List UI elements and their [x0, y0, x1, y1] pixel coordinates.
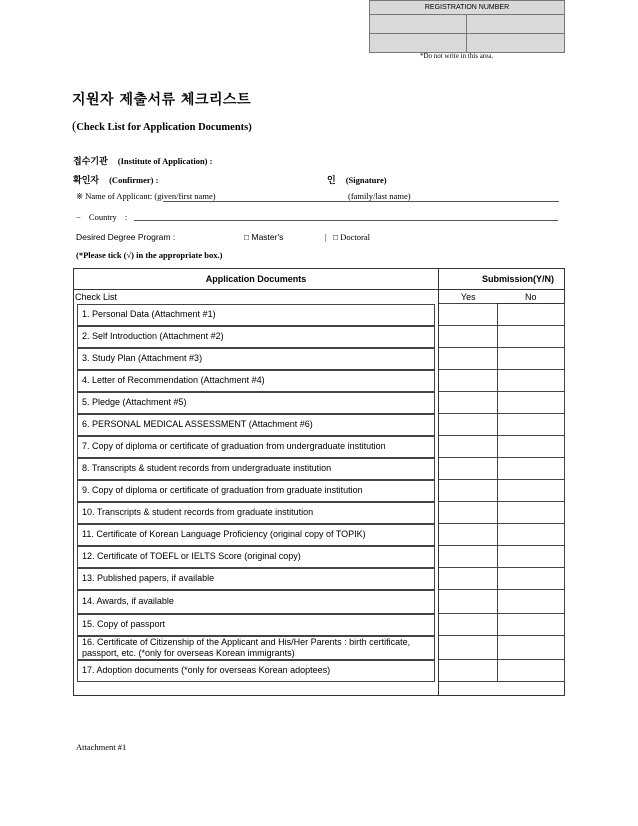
- country-field[interactable]: [134, 220, 558, 221]
- registration-cell: [370, 15, 467, 34]
- reference-mark-icon: ※: [76, 191, 84, 201]
- masters-checkbox[interactable]: □ Master's: [244, 232, 284, 242]
- signature-label-ko: 인: [327, 176, 336, 186]
- yes-label: Yes: [439, 290, 498, 304]
- yes-checkbox-cell[interactable]: [439, 546, 498, 568]
- document-item-cell: [74, 304, 439, 326]
- yes-checkbox-cell[interactable]: [439, 436, 498, 458]
- documents-table: [73, 268, 565, 696]
- yes-checkbox-cell[interactable]: [439, 370, 498, 392]
- confirmer-row: [73, 170, 158, 188]
- document-item-label: 1. Personal Data (Attachment #1): [77, 304, 435, 326]
- country-label: Country: [88, 212, 117, 222]
- table-header-row: [74, 269, 565, 290]
- signature-row: [327, 170, 387, 188]
- registration-cell: [467, 34, 565, 53]
- signature-label-en: (Signature): [345, 175, 387, 185]
- no-checkbox-cell[interactable]: [498, 614, 565, 636]
- document-item-cell: [74, 392, 439, 414]
- country-row: [76, 212, 127, 222]
- table-row: [74, 326, 565, 348]
- table-row: [74, 392, 565, 414]
- no-checkbox-cell[interactable]: [498, 392, 565, 414]
- document-item-label: 8. Transcripts & student records from undergraduate institution: [77, 458, 435, 480]
- institute-label-ko: 접수기관: [73, 157, 108, 167]
- yes-checkbox-cell[interactable]: [439, 348, 498, 370]
- yes-checkbox-cell[interactable]: [439, 660, 498, 682]
- table-bottom-padding: [74, 682, 565, 696]
- document-item-label: 10. Transcripts & student records from graduate institution: [77, 502, 435, 524]
- no-checkbox-cell[interactable]: [498, 568, 565, 590]
- document-item-cell: [74, 436, 439, 458]
- table-row: [74, 480, 565, 502]
- document-item-cell: [74, 458, 439, 480]
- column-header-submission: Submission(Y/N): [439, 269, 565, 290]
- table-row: [74, 614, 565, 636]
- no-checkbox-cell[interactable]: [498, 502, 565, 524]
- table-row: [74, 370, 565, 392]
- document-item-cell: [74, 502, 439, 524]
- applicant-name-field[interactable]: [163, 201, 559, 202]
- no-checkbox-cell[interactable]: [498, 370, 565, 392]
- yes-checkbox-cell[interactable]: [439, 636, 498, 660]
- document-item-label: 11. Certificate of Korean Language Proficiency (original copy of TOPIK): [77, 524, 435, 546]
- document-item-label: 4. Letter of Recommendation (Attachment #4): [77, 370, 435, 392]
- document-item-cell: [74, 348, 439, 370]
- yes-checkbox-cell[interactable]: [439, 458, 498, 480]
- document-item-label: 14. Awards, if available: [77, 590, 435, 614]
- document-item-cell: [74, 414, 439, 436]
- document-item-cell: [74, 614, 439, 636]
- yes-checkbox-cell[interactable]: [439, 590, 498, 614]
- no-checkbox-cell[interactable]: [498, 590, 565, 614]
- yes-checkbox-cell[interactable]: [439, 614, 498, 636]
- no-checkbox-cell[interactable]: [498, 660, 565, 682]
- no-checkbox-cell[interactable]: [498, 436, 565, 458]
- yes-checkbox-cell[interactable]: [439, 304, 498, 326]
- no-label: No: [498, 290, 565, 304]
- no-checkbox-cell[interactable]: [498, 524, 565, 546]
- yes-checkbox-cell[interactable]: [439, 392, 498, 414]
- table-row: [74, 660, 565, 682]
- doctoral-checkbox[interactable]: □ Doctoral: [333, 232, 370, 242]
- document-item-cell: [74, 568, 439, 590]
- yes-checkbox-cell[interactable]: [439, 502, 498, 524]
- document-item-cell: [74, 370, 439, 392]
- document-item-label: 2. Self Introduction (Attachment #2): [77, 326, 435, 348]
- subtitle-text: Check List for Application Documents: [76, 122, 249, 133]
- table-row: [74, 458, 565, 480]
- document-item-label: 12. Certificate of TOEFL or IELTS Score (original copy): [77, 546, 435, 568]
- family-name-label: (family/last name): [348, 191, 411, 201]
- document-item-cell: [74, 480, 439, 502]
- yes-checkbox-cell[interactable]: [439, 326, 498, 348]
- no-checkbox-cell[interactable]: [498, 304, 565, 326]
- tick-note: (*Please tick (√) in the appropriate box.): [76, 250, 223, 260]
- yes-checkbox-cell[interactable]: [439, 568, 498, 590]
- degree-separator: |: [325, 232, 327, 242]
- confirmer-label-en: (Confirmer) :: [109, 175, 159, 185]
- registration-box: [369, 0, 565, 53]
- registration-cell: [370, 34, 467, 53]
- document-item-label: 17. Adoption documents (*only for overseas Korean adoptees): [77, 660, 435, 682]
- no-checkbox-cell[interactable]: [498, 480, 565, 502]
- document-item-label: 15. Copy of passport: [77, 614, 435, 636]
- no-checkbox-cell[interactable]: [498, 414, 565, 436]
- table-row: [74, 502, 565, 524]
- document-item-cell: [74, 590, 439, 614]
- document-item-label: 16. Certificate of Citizenship of the Applicant and His/Her Parents : birth certificate, passport, etc. (*only for overseas Korean immigrants): [77, 636, 435, 660]
- institute-label-en: (Institute of Application) :: [117, 156, 213, 166]
- table-row: [74, 414, 565, 436]
- registration-header: REGISTRATION NUMBER: [370, 1, 565, 15]
- dash-icon: −: [76, 212, 81, 222]
- attachment-footer: Attachment #1: [76, 742, 127, 752]
- table-row: [74, 524, 565, 546]
- table-row: [74, 636, 565, 660]
- padding-cell: [439, 682, 498, 696]
- column-header-documents: Application Documents: [74, 269, 439, 290]
- document-item-label: 13. Published papers, if available: [77, 568, 435, 590]
- checklist-label: Check List: [74, 290, 439, 304]
- document-item-cell: [74, 524, 439, 546]
- document-item-cell: [74, 636, 439, 660]
- registration-note: *Do not write in this area.: [420, 52, 494, 60]
- document-item-label: 7. Copy of diploma or certificate of graduation from undergraduate institution: [77, 436, 435, 458]
- table-row: [74, 436, 565, 458]
- table-subheader-row: [74, 290, 565, 304]
- yes-checkbox-cell[interactable]: [439, 480, 498, 502]
- no-checkbox-cell[interactable]: [498, 326, 565, 348]
- document-item-cell: [74, 546, 439, 568]
- document-item-label: 9. Copy of diploma or certificate of graduation from graduate institution: [77, 480, 435, 502]
- no-checkbox-cell[interactable]: [498, 348, 565, 370]
- table-row: [74, 568, 565, 590]
- confirmer-label-ko: 확인자: [73, 176, 100, 186]
- document-rows: [74, 304, 565, 682]
- document-item-label: 3. Study Plan (Attachment #3): [77, 348, 435, 370]
- document-item-label: 5. Pledge (Attachment #5): [77, 392, 435, 414]
- no-checkbox-cell[interactable]: [498, 636, 565, 660]
- registration-cell: [467, 15, 565, 34]
- yes-checkbox-cell[interactable]: [439, 524, 498, 546]
- padding-cell: [498, 682, 565, 696]
- degree-label: Desired Degree Program :: [76, 232, 176, 242]
- yes-checkbox-cell[interactable]: [439, 414, 498, 436]
- table-row: [74, 590, 565, 614]
- table-row: [74, 304, 565, 326]
- document-item-label: 6. PERSONAL MEDICAL ASSESSMENT (Attachment #6): [77, 414, 435, 436]
- padding-cell: [74, 682, 439, 696]
- page-subtitle: (Check List for Application Documents): [72, 118, 252, 133]
- institute-row: [73, 151, 212, 169]
- country-colon: :: [124, 212, 128, 222]
- applicant-name-label: Name of Applicant: (given/first name): [85, 191, 216, 201]
- document-item-cell: [74, 660, 439, 682]
- no-checkbox-cell[interactable]: [498, 458, 565, 480]
- page-title: 지원자 제출서류 체크리스트: [72, 92, 252, 108]
- table-row: [74, 348, 565, 370]
- no-checkbox-cell[interactable]: [498, 546, 565, 568]
- table-row: [74, 546, 565, 568]
- document-item-cell: [74, 326, 439, 348]
